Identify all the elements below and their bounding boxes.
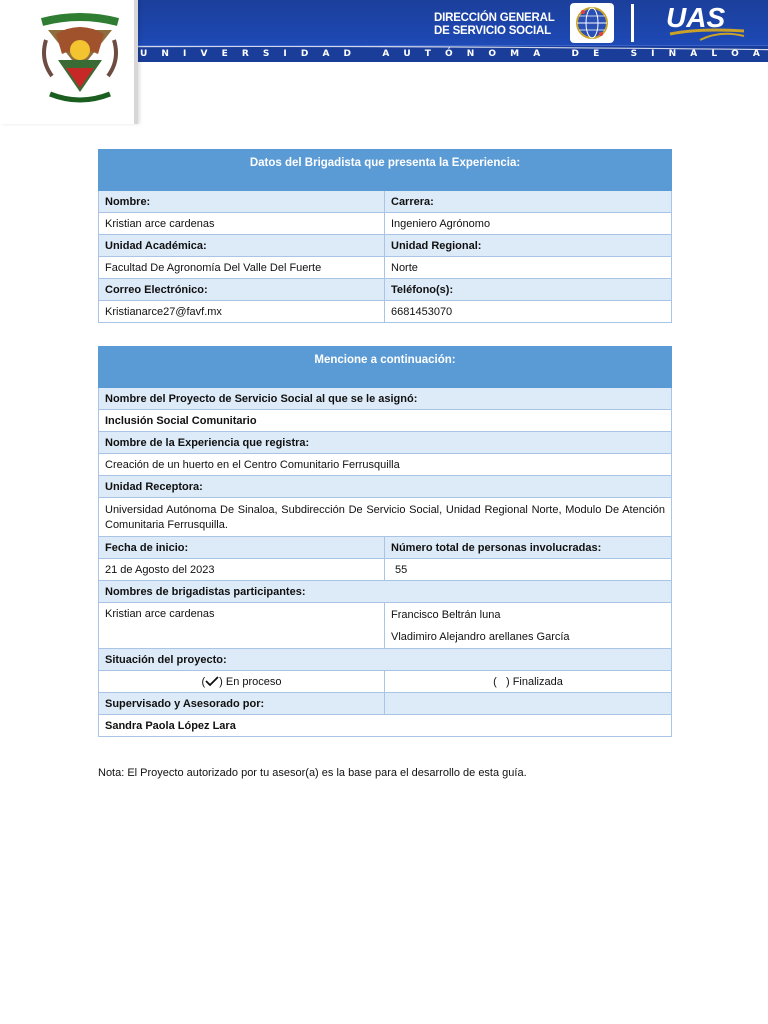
university-name-letter: D	[300, 49, 309, 59]
uas-logo-text: UAS	[666, 2, 726, 33]
supervisado-empty	[385, 693, 672, 715]
university-name-letter: A	[322, 49, 330, 59]
university-name-letter: I	[651, 49, 655, 59]
unidad-academica-value: Facultad De Agronomía Del Valle Del Fuerte	[99, 257, 385, 279]
personas-value: 55	[385, 559, 672, 581]
university-name-letter: O	[731, 49, 739, 59]
university-name-letter: O	[488, 49, 497, 59]
experiencia-value: Creación de un huerto en el Centro Comunitario Ferrusquilla	[99, 454, 672, 476]
university-name-letter: A	[752, 49, 760, 59]
university-name-letter: U	[140, 49, 148, 59]
correo-label: Correo Electrónico:	[99, 279, 385, 301]
university-name-letter: A	[382, 49, 390, 59]
university-name-letter: D	[343, 49, 351, 59]
brigadistas-label: Nombres de brigadistas participantes:	[99, 581, 672, 603]
nombre-label: Nombre:	[99, 191, 385, 213]
brigadista-name: Kristian arce cardenas	[105, 608, 215, 620]
receptora-label: Unidad Receptora:	[99, 476, 672, 498]
brigadista-table	[98, 149, 672, 323]
personas-label: Número total de personas involucradas:	[385, 537, 672, 559]
carrera-value: Ingeniero Agrónomo	[385, 213, 672, 235]
university-name-letter: M	[510, 49, 520, 59]
university-name-letter: U	[403, 49, 411, 59]
university-name-letter: S	[262, 49, 270, 59]
university-name-letter: I	[283, 49, 287, 59]
telefono-label: Teléfono(s):	[385, 279, 672, 301]
university-name-letter: V	[200, 49, 208, 59]
university-name-letter: A	[690, 49, 698, 59]
org-title	[434, 12, 555, 38]
telefono-value: 6681453070	[385, 301, 672, 323]
brigadista-name: Francisco Beltrán luna	[391, 608, 501, 621]
fecha-value: 21 de Agosto del 2023	[99, 559, 385, 581]
fecha-label: Fecha de inicio:	[99, 537, 385, 559]
globe-icon	[570, 3, 614, 43]
proyecto-label: Nombre del Proyecto de Servicio Social al que se le asignó:	[99, 388, 672, 410]
footer-note: Nota: El Proyecto autorizado por tu asesor(a) es la base para el desarrollo de esta guía.	[98, 767, 527, 779]
en-proceso-open-paren: (	[201, 675, 206, 688]
en-proceso-option[interactable]	[99, 671, 385, 693]
uas-logo-icon	[660, 0, 750, 46]
crest-icon	[38, 10, 122, 110]
en-proceso-label: ) En proceso	[219, 675, 282, 688]
finalizada-label: ( ) Finalizada	[493, 675, 563, 688]
university-name-letter: E	[221, 49, 228, 59]
brigadista-cell-left	[99, 603, 385, 649]
university-name-letter: E	[593, 49, 600, 59]
university-name-letter: A	[533, 49, 541, 59]
university-name-letter: N	[668, 49, 677, 59]
unidad-regional-label: Unidad Regional:	[385, 235, 672, 257]
logo-panel	[0, 0, 138, 124]
unidad-regional-value: Norte	[385, 257, 672, 279]
university-name-letter: I	[183, 49, 187, 59]
brigadista-name: Vladimiro Alejandro arellanes García	[391, 630, 570, 643]
supervisado-label: Supervisado y Asesorado por:	[99, 693, 385, 715]
university-name-letter: D	[571, 49, 580, 59]
supervisor-value: Sandra Paola López Lara	[99, 715, 672, 737]
brigadista-cell-right	[385, 603, 672, 649]
university-name-letter: R	[241, 49, 249, 59]
correo-value: Kristianarce27@favf.mx	[99, 301, 385, 323]
university-name-letter: N	[161, 49, 169, 59]
proyecto-value: Inclusión Social Comunitario	[99, 410, 672, 432]
org-title-line2: DE SERVICIO SOCIAL	[434, 25, 551, 37]
org-title-line1: DIRECCIÓN GENERAL	[434, 12, 555, 24]
receptora-value: Universidad Autónoma De Sinaloa, Subdirección De Servicio Social, Unidad Regional Norte, Modulo De Atención Comunitaria Ferrusquilla.	[99, 498, 672, 537]
university-name-letter: L	[711, 49, 718, 59]
finalizada-option[interactable]	[385, 671, 672, 693]
logo-separator	[631, 4, 634, 42]
experiencia-label: Nombre de la Experiencia que registra:	[99, 432, 672, 454]
experiencia-table-title: Mencione a continuación:	[99, 347, 672, 388]
experiencia-table	[98, 346, 672, 737]
nombre-value: Kristian arce cardenas	[99, 213, 385, 235]
brigadista-table-title: Datos del Brigadista que presenta la Experiencia:	[99, 150, 672, 191]
university-name-letter: N	[466, 49, 475, 59]
unidad-academica-label: Unidad Académica:	[99, 235, 385, 257]
university-name-letter: T	[424, 49, 431, 59]
carrera-label: Carrera:	[385, 191, 672, 213]
checkmark-icon	[205, 676, 219, 688]
situacion-label: Situación del proyecto:	[99, 649, 672, 671]
university-name-letter: S	[630, 49, 638, 59]
university-name-letter: Ó	[445, 49, 453, 59]
